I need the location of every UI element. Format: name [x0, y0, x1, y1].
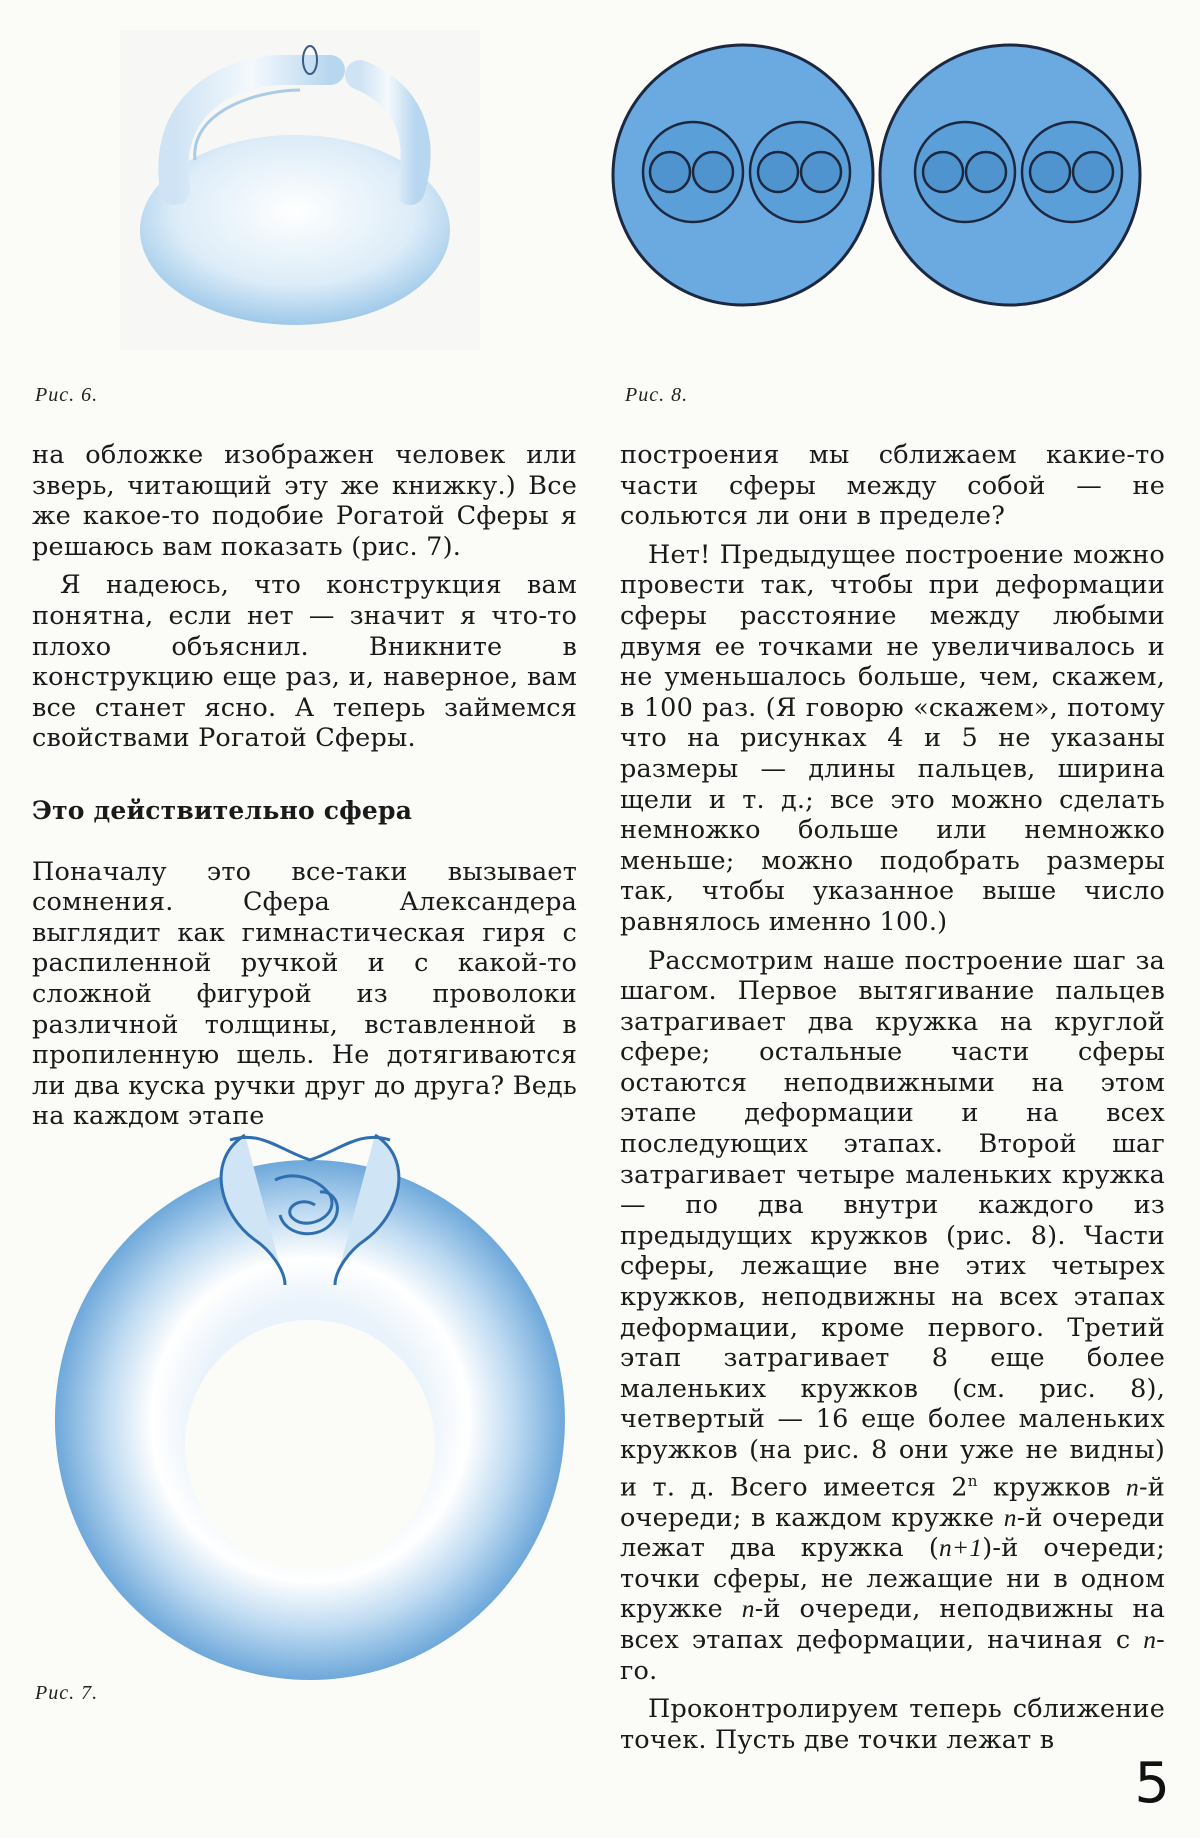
- large-circle-left: [613, 45, 873, 305]
- right-paragraph-3: Рассмотрим наше построение шаг за шагом. Первое вытягивание пальцев затрагивает два кружка на круглой сфере; остальные части сферы остаются неподвижными на этом этапе деформации и на всех последующих этапах. Второй шаг затрагивает четыре маленьких кружка — по два внутри каждого из предыдущих кружков (рис. 8). Части сферы, лежащие вне этих четырех кружков, неподвижны на всех этапах деформации, кроме первого. Третий этап затрагивает 8 еще более маленьких кружков (см. рис. 8), четвертый — 16 еще более маленьких кружков (на рис. 8 они уже не видны) и т. д. Всего имеется 2$^n$ кружков n-й очереди; в каждом кружке n-й очереди лежат два кружка (n+1)-й очереди; точки сферы, не лежащие ни в одном кружке n-й очереди, неподвижны на всех этапах деформации, начиная с n-го.: [620, 945, 1165, 1686]
- superscript-n: n: [967, 1471, 978, 1490]
- right-paragraph-1: построения мы сближаем какие-то части сферы между собой — не сольются ли они в пределе?: [620, 440, 1165, 532]
- large-circle-right: [880, 45, 1140, 305]
- right-paragraph-4: Проконтролируем теперь сближение точек. Пусть две точки лежат в: [620, 1694, 1165, 1755]
- left-paragraph-1: на обложке изображен человек или зверь, читающий эту же книжку.) Все же какое-то подобие Рогатой Сферы я решаюсь вам показать (рис. 7).: [32, 440, 577, 562]
- figure-8-caption: Рис. 8.: [625, 384, 689, 406]
- left-column: [32, 440, 577, 1140]
- right-column: [620, 440, 1165, 1763]
- figure-6: [120, 30, 480, 350]
- left-paragraph-3: Поначалу это все-таки вызывает сомнения. Сфера Александера выглядит как гимнастическая гиря с распиленной ручкой и с какой-то сложной фигурой из проволоки различной толщины, вставленной в пропиленную щель. Не дотягиваются ли два куска ручки друг до друга? Ведь на каждом этапе: [32, 856, 577, 1132]
- section-heading: Это действительно сфера: [32, 795, 413, 825]
- right-paragraph-2: Нет! Предыдущее построение можно провести так, чтобы при деформации сферы расстояние между любыми двумя ее точками не увеличивалось и не уменьшалось больше, чем, скажем, в 100 раз. (Я говорю «скажем», потому что на рисунках 4 и 5 не указаны размеры — длины пальцев, ширина щели и т. д.; все это можно сделать немножко больше или немножко меньше; можно подобрать размеры так, чтобы указанное выше число равнялось именно 100.): [620, 539, 1165, 937]
- figure-8: [610, 40, 1150, 310]
- figure-7: [30, 1120, 590, 1690]
- figure-7-caption: Рис. 7.: [35, 1682, 99, 1704]
- page-number: 5: [1134, 1751, 1170, 1816]
- left-paragraph-2: Я надеюсь, что конструкция вам понятна, если нет — значит я что-то плохо объяснил. Вникните в конструкцию еще раз, и, наверное, вам все станет ясно. А теперь займемся свойствами Рогатой Сферы.: [32, 570, 577, 754]
- figure-6-caption: Рис. 6.: [35, 384, 99, 406]
